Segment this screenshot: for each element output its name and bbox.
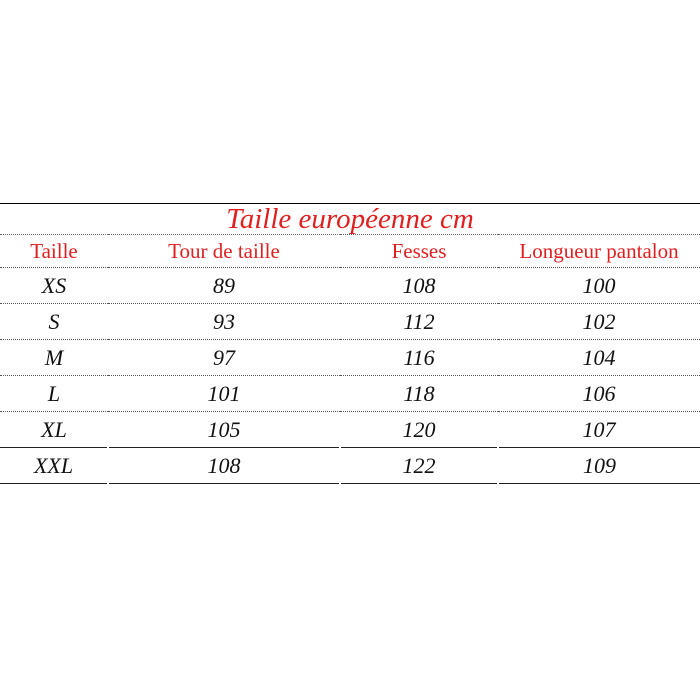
- cell-size: XS: [0, 268, 108, 304]
- cell-size: S: [0, 304, 108, 340]
- table-row: [0, 448, 700, 484]
- table-row: [0, 268, 700, 304]
- table-title: Taille européenne cm: [0, 204, 700, 235]
- cell-size: L: [0, 376, 108, 412]
- table-row: [0, 340, 700, 376]
- cell-hips: 108: [340, 268, 498, 304]
- cell-pant-length: 107: [498, 412, 700, 448]
- cell-hips: 122: [340, 448, 498, 484]
- cell-pant-length: 100: [498, 268, 700, 304]
- header-pant-length: Longueur pantalon: [498, 235, 700, 268]
- cell-hips: 118: [340, 376, 498, 412]
- header-waist: Tour de taille: [108, 235, 340, 268]
- cell-hips: 120: [340, 412, 498, 448]
- cell-size: XL: [0, 412, 108, 448]
- cell-waist: 108: [108, 448, 340, 484]
- cell-pant-length: 109: [498, 448, 700, 484]
- cell-size: M: [0, 340, 108, 376]
- size-chart-table: [0, 203, 700, 484]
- cell-pant-length: 104: [498, 340, 700, 376]
- cell-pant-length: 102: [498, 304, 700, 340]
- header-row: [0, 235, 700, 268]
- cell-waist: 101: [108, 376, 340, 412]
- title-row: [0, 204, 700, 235]
- table-row: [0, 412, 700, 448]
- cell-hips: 112: [340, 304, 498, 340]
- cell-hips: 116: [340, 340, 498, 376]
- cell-size: XXL: [0, 448, 108, 484]
- table-row: [0, 304, 700, 340]
- cell-waist: 89: [108, 268, 340, 304]
- header-size: Taille: [0, 235, 108, 268]
- table-row: [0, 376, 700, 412]
- cell-pant-length: 106: [498, 376, 700, 412]
- header-hips: Fesses: [340, 235, 498, 268]
- cell-waist: 105: [108, 412, 340, 448]
- cell-waist: 93: [108, 304, 340, 340]
- cell-waist: 97: [108, 340, 340, 376]
